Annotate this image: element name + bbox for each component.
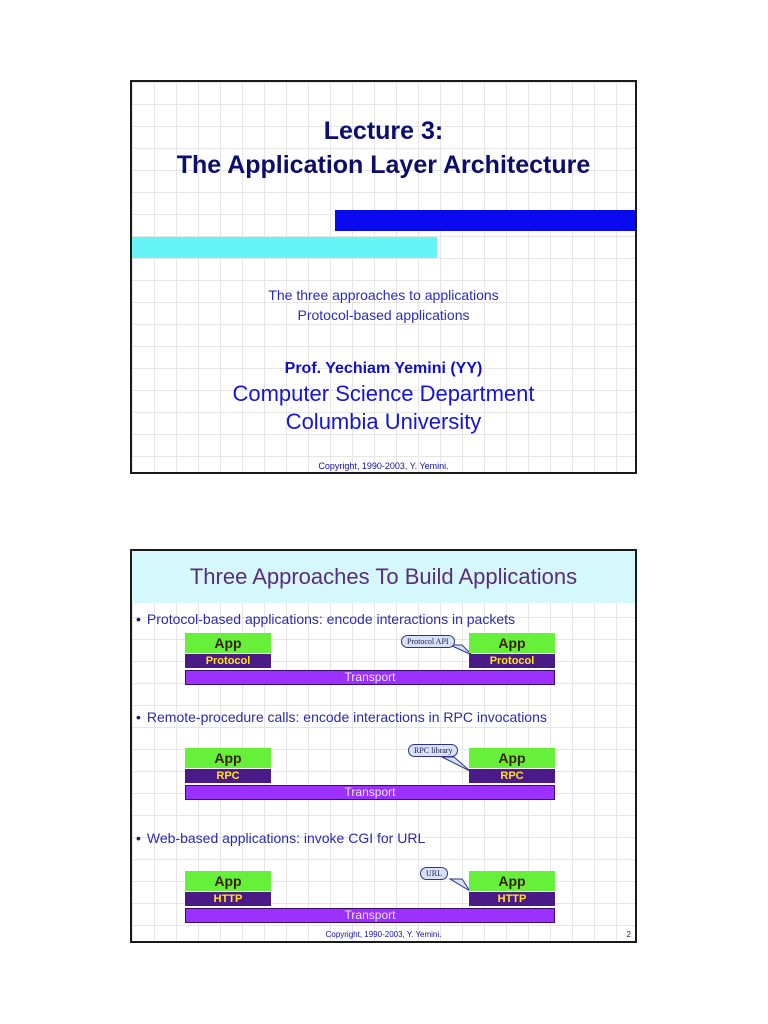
- protocol-block-right: Protocol: [469, 654, 555, 668]
- app-block-left: App: [185, 748, 271, 768]
- bullet-dot: •: [136, 830, 141, 846]
- decorative-cyan-bar: [132, 237, 437, 258]
- callout-pointer-3: [450, 879, 470, 891]
- app-block-right: App: [469, 633, 555, 653]
- slide-title: Three Approaches To Build Applications: [189, 564, 578, 589]
- transport-bar: Transport: [185, 908, 555, 923]
- app-block-left: App: [185, 871, 271, 891]
- http-block-right: HTTP: [469, 892, 555, 906]
- bullet-text: Web-based applications: invoke CGI for URL: [146, 830, 426, 846]
- rpc-block-right: RPC: [469, 769, 555, 783]
- bullet-text: Remote-procedure calls: encode interactions in RPC invocations: [146, 709, 547, 725]
- page-number: 2: [626, 930, 631, 939]
- protocol-api-callout: Protocol API: [401, 635, 455, 648]
- university-name: Columbia University: [285, 409, 482, 434]
- app-block-right: App: [469, 871, 555, 891]
- rpc-library-callout: RPC library: [408, 744, 458, 757]
- bullet-item-1: [136, 611, 515, 627]
- professor-name: Prof. Yechiam Yemini (YY): [284, 360, 483, 377]
- app-block-left: App: [185, 633, 271, 653]
- copyright-text: Copyright, 1990-2003, Y. Yemini.: [325, 930, 442, 939]
- bullet-dot: •: [136, 611, 141, 627]
- bullet-item-2: [136, 709, 547, 725]
- app-block-right: App: [469, 748, 555, 768]
- affiliation: [132, 380, 635, 436]
- subtitle-line-1: The three approaches to applications: [268, 287, 499, 303]
- protocol-block-left: Protocol: [185, 654, 271, 668]
- copyright-text: Copyright, 1990-2003, Y. Yemini.: [318, 461, 449, 471]
- http-block-left: HTTP: [185, 892, 271, 906]
- title-line-1: Lecture 3:: [323, 117, 444, 145]
- callout-pointer-2: [442, 757, 470, 771]
- slide-title: [132, 114, 635, 182]
- rpc-block-left: RPC: [185, 769, 271, 783]
- transport-bar: Transport: [185, 785, 555, 800]
- subtitle-line-2: Protocol-based applications: [297, 307, 470, 323]
- url-callout: URL: [420, 867, 448, 880]
- slide-subtitle: [132, 285, 635, 325]
- title-slide: [130, 80, 637, 474]
- approaches-slide: [130, 549, 637, 943]
- bullet-text: Protocol-based applications: encode interactions in packets: [146, 611, 516, 627]
- bullet-item-3: [136, 830, 425, 846]
- decorative-blue-bar: [335, 210, 637, 231]
- department-name: Computer Science Department: [232, 381, 535, 406]
- bullet-dot: •: [136, 709, 141, 725]
- title-line-2: The Application Layer Architecture: [176, 151, 591, 179]
- transport-bar: Transport: [185, 670, 555, 685]
